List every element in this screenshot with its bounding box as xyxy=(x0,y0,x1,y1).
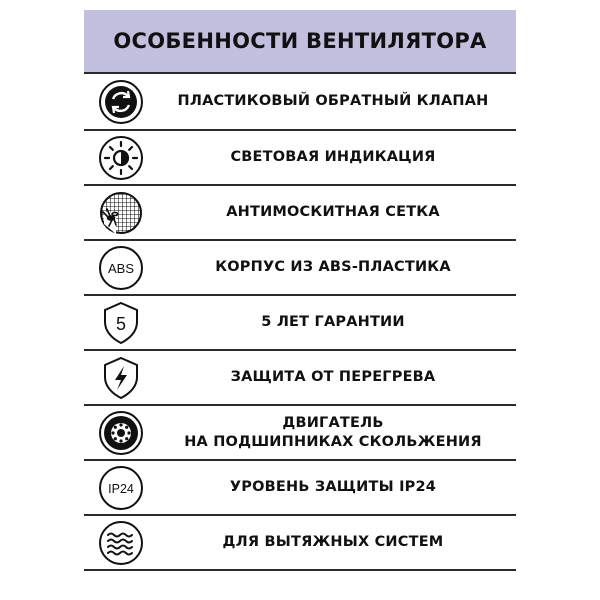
feature-label-line: ДВИГАТЕЛЬ xyxy=(282,414,384,431)
feature-label xyxy=(184,414,482,452)
feature-row xyxy=(84,296,516,351)
mosquito-net-icon xyxy=(84,190,158,236)
feature-label: ДЛЯ ВЫТЯЖНЫХ СИСТЕМ xyxy=(222,534,444,550)
feature-row xyxy=(84,241,516,296)
svg-text:ABS: ABS xyxy=(107,260,135,276)
feature-label: СВЕТОВАЯ ИНДИКАЦИЯ xyxy=(230,149,436,165)
shield-lightning-icon xyxy=(84,355,158,401)
feature-row xyxy=(84,131,516,186)
abs-badge-icon xyxy=(84,245,158,291)
feature-row xyxy=(84,74,516,131)
features-card xyxy=(84,10,516,590)
feature-label: КОРПУС ИЗ ABS-ПЛАСТИКА xyxy=(215,259,451,275)
exhaust-waves-icon xyxy=(84,520,158,566)
feature-row xyxy=(84,516,516,571)
feature-row xyxy=(84,351,516,406)
feature-label: УРОВЕНЬ ЗАЩИТЫ IP24 xyxy=(229,479,437,495)
ip24-badge-icon xyxy=(84,465,158,511)
light-indicator-icon xyxy=(84,135,158,181)
feature-row xyxy=(84,186,516,241)
feature-label: ПЛАСТИКОВЫЙ ОБРАТНЫЙ КЛАПАН xyxy=(177,93,489,109)
feature-row xyxy=(84,406,516,461)
features-header xyxy=(84,10,516,74)
svg-text:IP24: IP24 xyxy=(108,481,134,496)
svg-text:5: 5 xyxy=(115,313,127,334)
check-valve-icon xyxy=(84,79,158,125)
feature-label: 5 ЛЕТ ГАРАНТИИ xyxy=(261,314,405,330)
motor-bearing-icon xyxy=(84,410,158,456)
feature-label: АНТИМОСКИТНАЯ СЕТКА xyxy=(226,204,440,220)
feature-label-line: НА ПОДШИПНИКАХ СКОЛЬЖЕНИЯ xyxy=(184,433,482,450)
feature-row xyxy=(84,461,516,516)
feature-label: ЗАЩИТА ОТ ПЕРЕГРЕВА xyxy=(230,369,436,385)
shield-five-icon xyxy=(84,300,158,346)
page-title: ОСОБЕННОСТИ ВЕНТИЛЯТОРА xyxy=(113,29,487,53)
